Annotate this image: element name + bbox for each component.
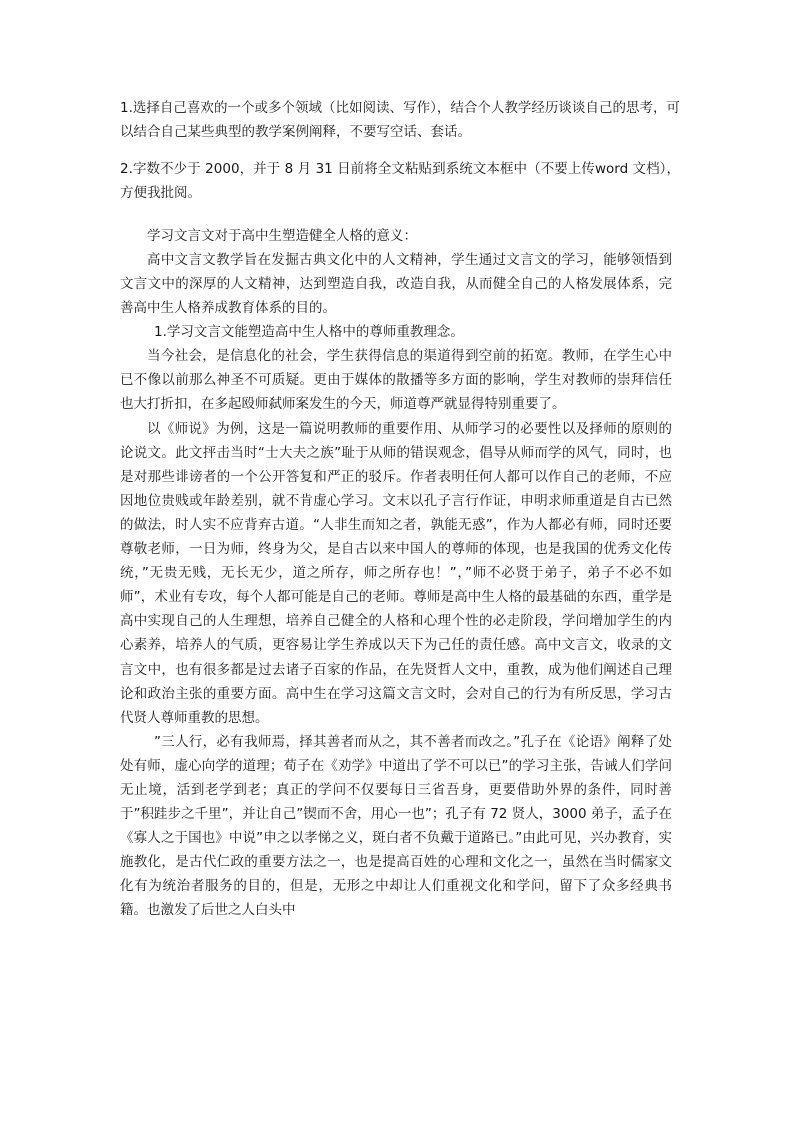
essay-paragraph: 以《师说》为例，这是一篇说明教师的重要作用、从师学习的必要性以及择师的原则的论说文。此文抨击当时“士大夫之族”耻于从师的错误观念，倡导从师而学的风气，同时，也是对那些诽谤者的一个公开答复和严正的驳斥。作者表明任何人都可以作自己的老师，不应因地位贵贱或年龄差别，就不肯虚心学习。文末以孔子言行作证，申明求师重道是自古已然的做法，时人实不应背弃古道。“人非生而知之者，孰能无惑”，作为人都必有师，同时还要尊敬老师，一日为师，终身为父，是自古以来中国人的尊师的体现，也是我国的优秀文化传统，”无贵无贱，无长无少，道之所存，师之所存也！”，”师不必贤于弟子，弟子不必不如师”，术业有专攻，每个人都可能是自己的老师。尊师是高中生人格的最基础的东西，重学是高中实现自己的人生理想，培养自己健全的人格和心理个性的必走阶段，学问增加学生的内心素养，培养人的气质，更容易让学生养成以天下为己任的责任感。高中文言文，收录的文言文中，也有很多都是过去诸子百家的作品，在先贤哲人文中，重教，成为他们阐述自己理论和政治主张的重要方面。高中生在学习这篇文言文时，会对自己的行为有所反思，学习古代贤人尊师重教的思想。 (120, 420, 672, 726)
essay-paragraph: 当今社会，是信息化的社会，学生获得信息的渠道得到空前的拓宽。教师，在学生心中已不像以前那么神圣不可质疑。更由于媒体的散播等多方面的影响，学生对教师的崇拜信任也大打折扣，在多起殴师弑师案发生的今天，师道尊严就显得特别重要了。 (120, 348, 672, 413)
instruction-item-1: 1.选择自己喜欢的一个或多个领域（比如阅读、写作），结合个人教学经历谈谈自己的思考，可以结合自己某些典型的教学案例阐释，不要写空话、套话。 (120, 100, 680, 140)
section-heading: 1.学习文言文能塑造高中生人格中的尊师重教理念。 (154, 324, 464, 341)
instruction-item-2: 2.字数不少于 2000，并于 8 月 31 日前将全文粘贴到系统文本框中（不要上传word 文档），方便我批阅。 (120, 161, 680, 201)
assignment-instructions (120, 96, 680, 218)
essay-intro-paragraph: 高中文言文教学旨在发掘古典文化中的人文精神，学生通过文言文的学习，能够领悟到文言文中的深厚的人文精神，达到塑造自我，改造自我，从而健全自己的人格发展体系，完善高中生人格养成教育体系的目的。 (120, 252, 672, 317)
essay-body (120, 224, 672, 923)
essay-paragraph: ”三人行，必有我师焉，择其善者而从之，其不善者而改之。”孔子在《论语》阐释了处处有师，虚心向学的道理；荀子在《劝学》中道出了学不可以已”的学习主张，告诫人们学问无止境，活到老学到老；真正的学问不仅要每日三省吾身，更要借助外界的条件，同时善于”积跬步之千里”，并让自己”锲而不舍，用心一也”；孔子有 72 贤人，3000 弟子，孟子在《寡人之于国也》中说”申之以孝悌之义，斑白者不负戴于道路已。”由此可见，兴办教育，实施教化，是古代仁政的重要方法之一，也是提高百姓的心理和文化之一，虽然在当时儒家文化有为统治者服务的目的，但是，无形之中却让人们重视文化和学问，留下了众多经典书籍。也激发了后世之人白头中 (120, 733, 672, 919)
essay-title: 学习文言文对于高中生塑造健全人格的意义： (147, 228, 417, 244)
